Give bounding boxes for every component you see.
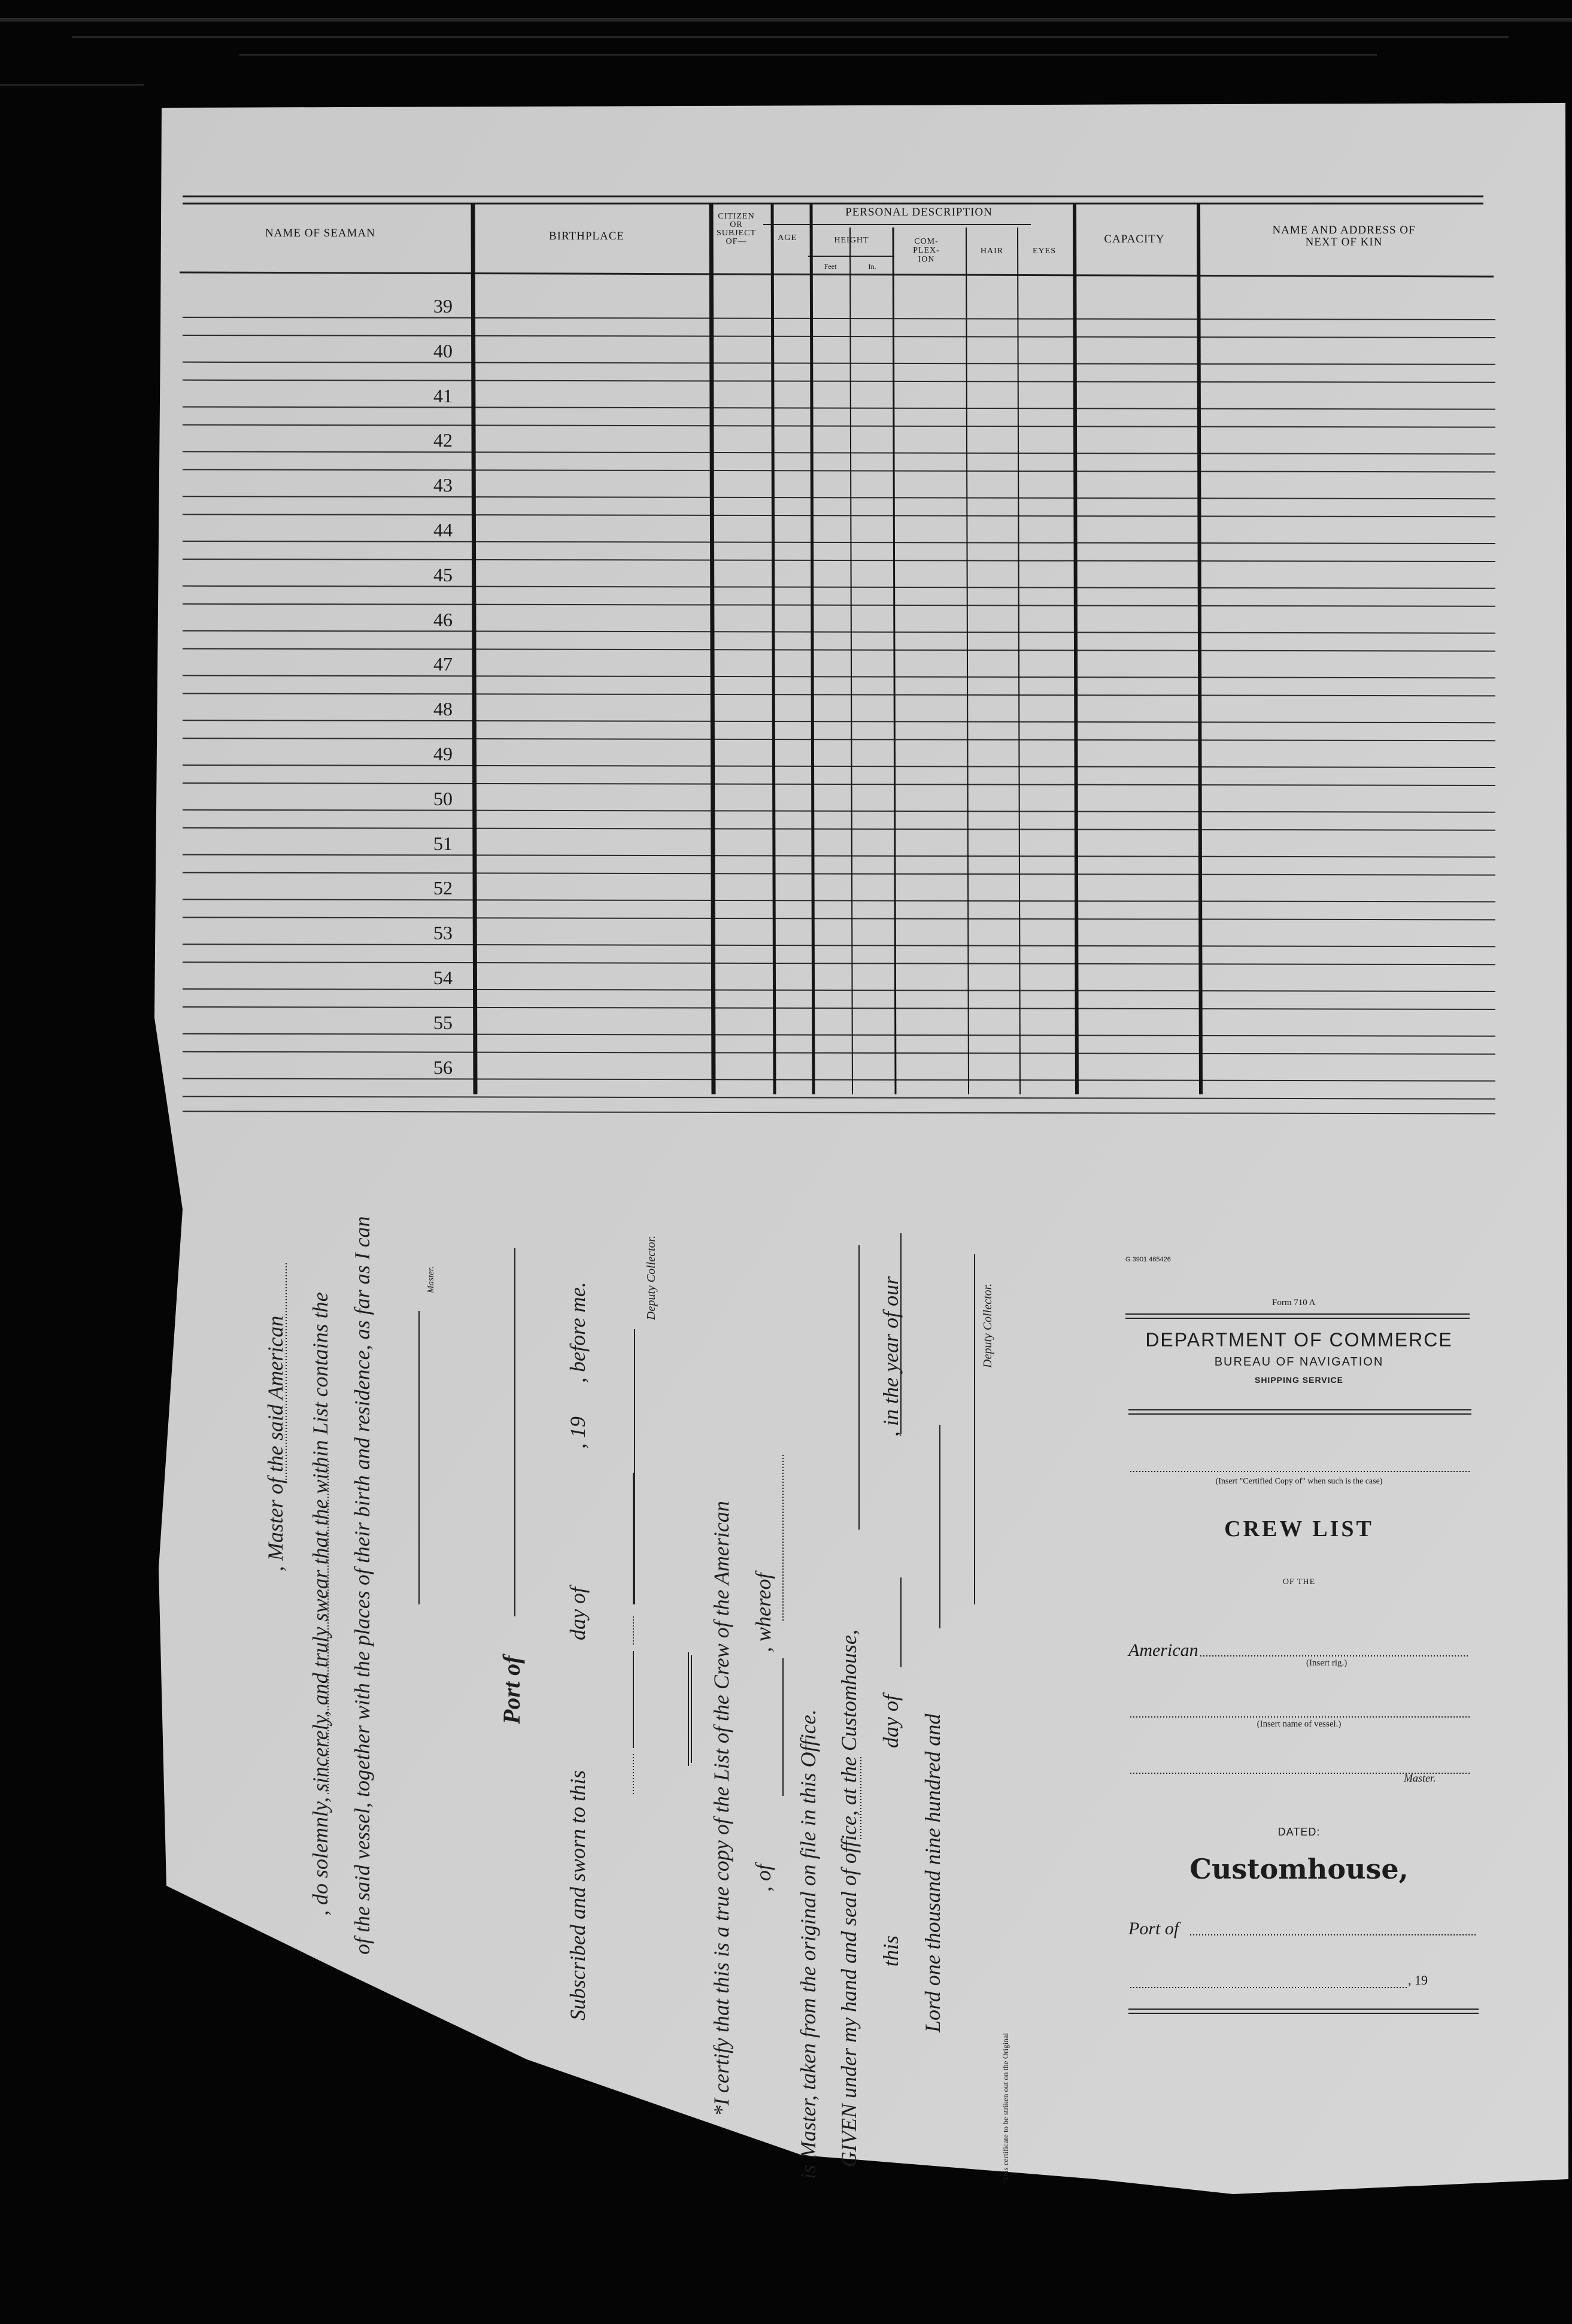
- header-complexion-line3: ION: [918, 255, 935, 264]
- oath-port-of: Port of: [498, 1655, 525, 1724]
- row-number: 46: [433, 608, 453, 630]
- header-citizen-line4: OF—: [726, 237, 747, 246]
- oath-master-label: Master.: [426, 1266, 436, 1293]
- row-number: 55: [433, 1011, 453, 1033]
- header-citizen-line1: CITIZEN: [718, 212, 755, 221]
- row-number: 54: [433, 967, 453, 988]
- header-age: AGE: [778, 233, 797, 242]
- header-capacity: CAPACITY: [1104, 233, 1165, 245]
- cert-footnote: *This certificate to be striken out on the Original: [1001, 2032, 1010, 2185]
- oath-line2: , do solemnly, sincerely, and truly swear that the within List contains the: [308, 1292, 332, 1916]
- american-label: American: [1128, 1640, 1198, 1660]
- oath-subscribed: Subscribed and sworn to this: [566, 1770, 590, 2020]
- header-citizen-line3: SUBJECT: [716, 229, 757, 238]
- column-rule: [1198, 204, 1201, 1094]
- cert-lord: Lord one thousand nine hundred and: [921, 1713, 945, 2032]
- row-number: 52: [433, 877, 453, 899]
- insert-vessel-name-label: (Insert name of vessel.): [1257, 1719, 1342, 1729]
- row-number: 43: [433, 474, 453, 496]
- cover-port-of: Port of: [1128, 1919, 1179, 1938]
- row-number: 49: [433, 743, 453, 764]
- oath-line1: , Master of the said American: [263, 1315, 287, 1571]
- column-rule: [473, 204, 475, 1094]
- oath-before-me: , before me.: [566, 1282, 590, 1383]
- header-birthplace: BIRTHPLACE: [548, 230, 625, 242]
- header-kin-line2: NEXT OF KIN: [1305, 236, 1383, 248]
- department-title: DEPARTMENT OF COMMERCE: [1145, 1329, 1453, 1351]
- row-number: 45: [433, 563, 453, 585]
- oath-day-of: day of: [566, 1587, 590, 1640]
- row-number: 42: [433, 429, 453, 451]
- row-number: 56: [433, 1056, 453, 1078]
- cert-day-of: day of: [879, 1695, 903, 1748]
- row-number: 53: [433, 922, 453, 944]
- customhouse-title: Customhouse,: [1189, 1853, 1409, 1885]
- header-next-of-kin: [1203, 224, 1485, 248]
- oath-deputy-collector: Deputy Collector.: [645, 1235, 658, 1320]
- header-hair: HAIR: [980, 247, 1004, 256]
- row-number: 48: [433, 698, 453, 720]
- header-feet: Feet: [824, 262, 837, 271]
- header-complexion-line2: PLEX-: [913, 246, 940, 255]
- cover-year: , 19: [1408, 1973, 1428, 1988]
- row-number: 39: [433, 295, 453, 317]
- insert-certified-copy: (Insert "Certified Copy of" when such is the case): [1215, 1477, 1383, 1486]
- column-rule: [711, 204, 714, 1094]
- form-number: Form 710 A: [1272, 1298, 1316, 1307]
- row-number: 40: [433, 339, 453, 362]
- insert-rig-label: (Insert rig.): [1306, 1658, 1348, 1668]
- header-complexion-line1: COM-: [914, 237, 939, 246]
- cert-whereof: , whereof: [751, 1573, 775, 1652]
- crew-list-title: CREW LIST: [1224, 1516, 1374, 1542]
- shipping-service: SHIPPING SERVICE: [1254, 1375, 1343, 1385]
- cert-line3: is Master, taken from the original on file in this Office.: [796, 1709, 820, 2179]
- row-number: 41: [433, 384, 453, 406]
- master-label: Master.: [1404, 1772, 1436, 1784]
- cert-this: this: [879, 1935, 903, 1967]
- header-citizen-line2: OR: [730, 220, 743, 229]
- oath-year: , 19: [566, 1416, 590, 1449]
- cert-year-of-our: , in the year of our: [879, 1276, 903, 1437]
- header-complexion: [895, 237, 958, 264]
- cert-line1: *I certify that this is a true copy of the List of the Crew of the American: [709, 1501, 733, 2116]
- header-eyes: EYES: [1033, 247, 1056, 256]
- bureau-title: BUREAU OF NAVIGATION: [1214, 1355, 1384, 1369]
- header-inches: In.: [868, 262, 876, 271]
- print-code: G 3901 465426: [1125, 1256, 1171, 1263]
- row-number: 51: [433, 832, 453, 854]
- header-kin-line1: NAME AND ADDRESS OF: [1272, 224, 1416, 236]
- cert-of: , of: [751, 1864, 775, 1892]
- oath-line3: of the said vessel, together with the places of their birth and residence, as far as I can: [350, 1216, 374, 1955]
- column-rule: [1075, 204, 1077, 1094]
- row-number: 44: [433, 519, 453, 541]
- header-personal-description: PERSONAL DESCRIPTION: [845, 206, 993, 219]
- row-number: 50: [433, 787, 453, 809]
- header-height: HEIGHT: [834, 236, 869, 245]
- header-name-of-seaman: NAME OF SEAMAN: [265, 227, 375, 239]
- header-citizen: [703, 213, 769, 246]
- cert-given: GIVEN under my hand and seal of office, at the Customhouse,: [837, 1630, 861, 2167]
- cert-deputy-collector: Deputy Collector.: [981, 1283, 994, 1368]
- row-number: 47: [433, 653, 453, 675]
- of-the-label: OF THE: [1282, 1577, 1316, 1586]
- dated-label: DATED:: [1277, 1826, 1321, 1838]
